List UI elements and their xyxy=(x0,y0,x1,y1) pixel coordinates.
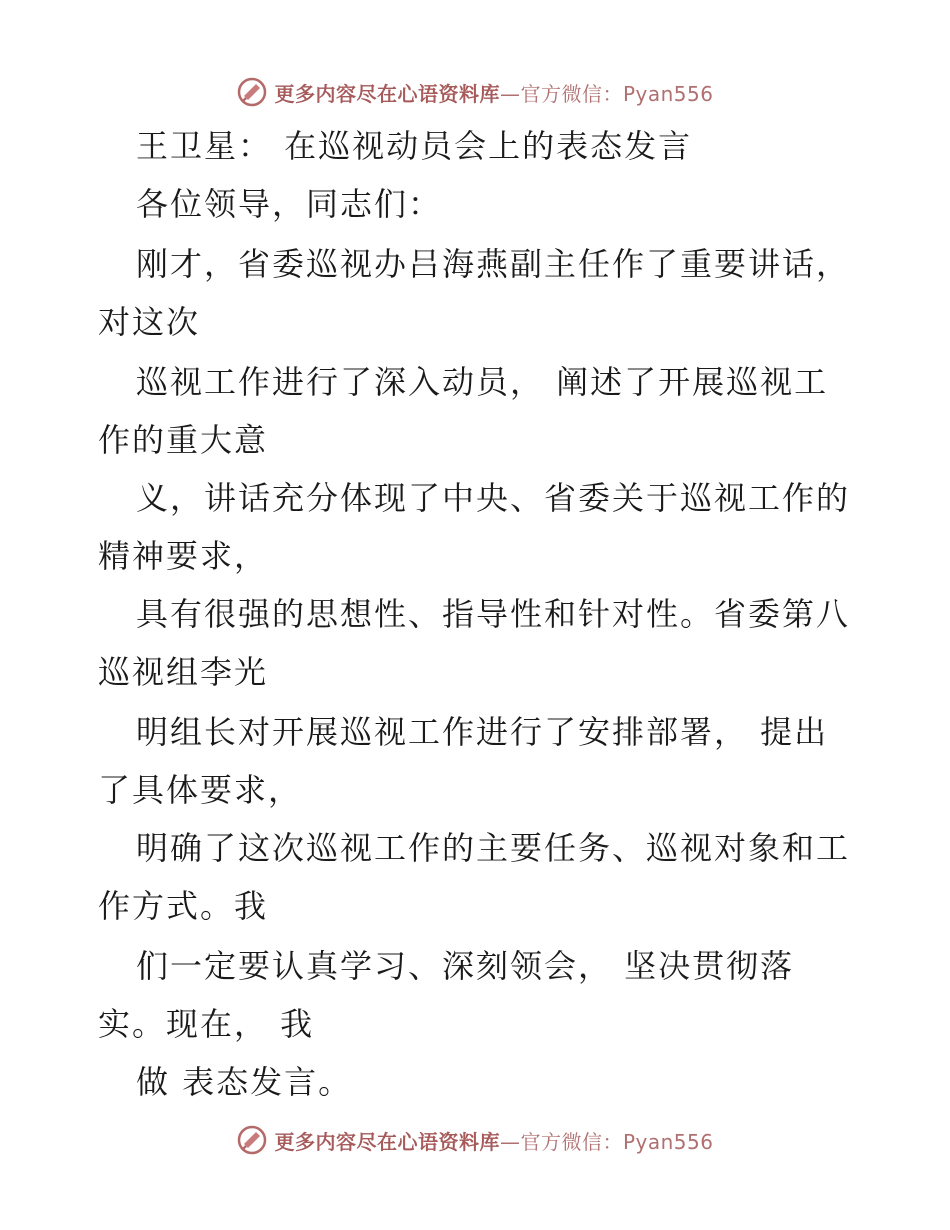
banner-text xyxy=(274,78,713,107)
paragraph-line: 实。现在， 我 xyxy=(98,1005,315,1043)
paragraph-line: 巡视工作进行了深入动员， 阐述了开展巡视工 xyxy=(136,363,829,401)
paragraph-line: 具有很强的思想性、指导性和针对性。省委第八 xyxy=(136,595,851,633)
paragraph-line: 明确了这次巡视工作的主要任务、巡视对象和工 xyxy=(136,829,851,867)
banner-site-text: 更多内容尽在心语资料库 xyxy=(274,81,500,106)
paragraph-line: 明组长对开展巡视工作进行了安排部署， 提出 xyxy=(136,713,829,751)
paragraph-line: 们一定要认真学习、深刻领会， 坚决贯彻落 xyxy=(136,947,795,985)
paragraph-line: 对这次 xyxy=(98,303,201,341)
header-banner xyxy=(0,72,950,112)
paragraph-line: 精神要求， xyxy=(98,537,269,575)
paragraph-line: 做 表态发言。 xyxy=(136,1063,353,1101)
salutation-line: 各位领导，同志们： xyxy=(136,185,443,223)
paragraph-line: 义，讲话充分体现了中央、省委关于巡视工作的 xyxy=(136,479,851,517)
banner-wechat-text: 官方微信：Pyan556 xyxy=(520,81,714,106)
paragraph-line: 了具体要求， xyxy=(98,771,303,809)
book-pen-logo-icon xyxy=(236,1124,268,1156)
footer-banner xyxy=(0,1120,950,1160)
banner-wechat-text: 官方微信：Pyan556 xyxy=(520,1129,714,1154)
banner-dash: — xyxy=(499,1129,521,1154)
paragraph-line: 刚才，省委巡视办吕海燕副主任作了重要讲话， xyxy=(136,245,851,283)
document-title-line: 王卫星： 在巡视动员会上的表态发言 xyxy=(136,127,693,165)
banner-text xyxy=(274,1126,713,1155)
paragraph-line: 作的重大意 xyxy=(98,421,269,459)
banner-dash: — xyxy=(499,81,521,106)
book-pen-logo-icon xyxy=(236,76,268,108)
banner-site-text: 更多内容尽在心语资料库 xyxy=(274,1129,500,1154)
paragraph-line: 巡视组李光 xyxy=(98,653,269,691)
paragraph-line: 作方式。我 xyxy=(98,887,269,925)
